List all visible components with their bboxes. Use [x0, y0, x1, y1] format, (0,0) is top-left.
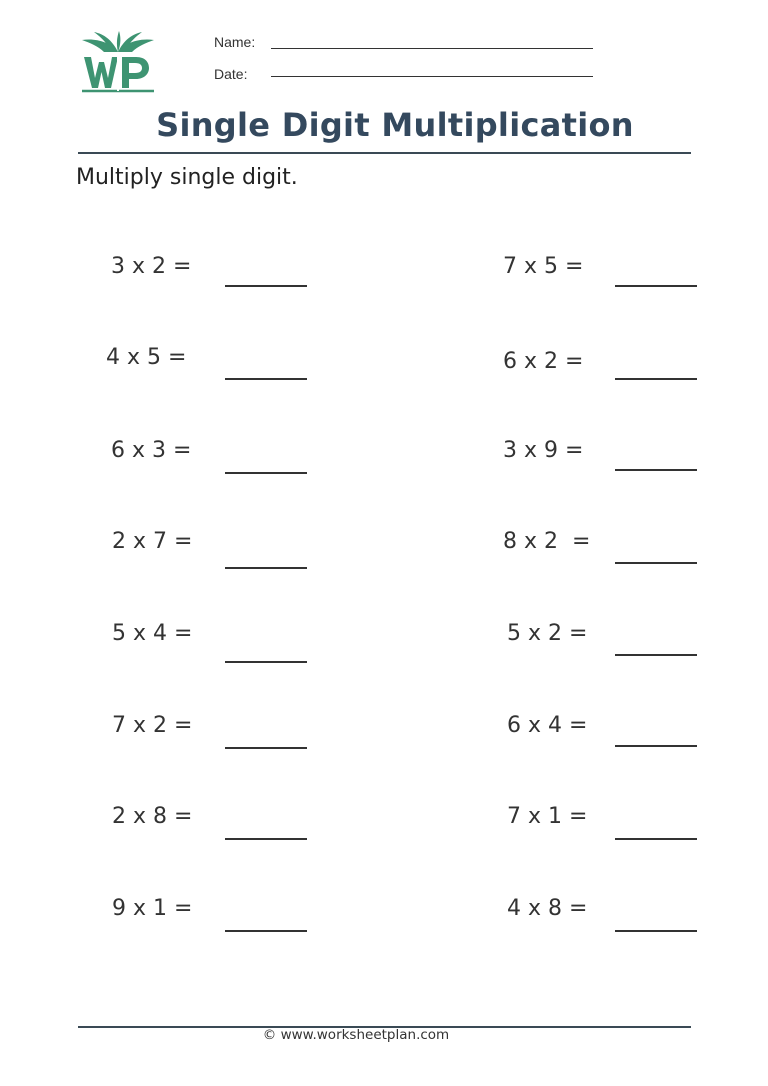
answer-line-right-4[interactable] [615, 562, 697, 564]
answer-line-right-6[interactable] [615, 745, 697, 747]
problem-right-4: 8 x 2 = [503, 529, 591, 554]
problem-left-5: 5 x 4 = [112, 621, 193, 646]
problem-right-7: 7 x 1 = [507, 804, 588, 829]
instructions-text: Multiply single digit. [76, 165, 298, 190]
problem-left-4: 2 x 7 = [112, 529, 193, 554]
answer-line-left-2[interactable] [225, 378, 307, 380]
problem-right-6: 6 x 4 = [507, 713, 588, 738]
answer-line-right-8[interactable] [615, 930, 697, 932]
answer-line-right-3[interactable] [615, 469, 697, 471]
page-title: Single Digit Multiplication [156, 106, 634, 144]
answer-line-left-5[interactable] [225, 661, 307, 663]
answer-line-left-7[interactable] [225, 838, 307, 840]
footer-website: © www.worksheetplan.com [262, 1027, 450, 1043]
date-label: Date: [214, 66, 248, 82]
answer-line-right-1[interactable] [615, 285, 697, 287]
date-line[interactable] [271, 76, 593, 77]
title-divider [78, 152, 691, 154]
problem-left-6: 7 x 2 = [112, 713, 193, 738]
problem-right-2: 6 x 2 = [503, 349, 584, 374]
problem-right-3: 3 x 9 = [503, 438, 584, 463]
problem-left-1: 3 x 2 = [111, 254, 192, 279]
answer-line-left-3[interactable] [225, 472, 307, 474]
answer-line-right-5[interactable] [615, 654, 697, 656]
answer-line-left-8[interactable] [225, 930, 307, 932]
answer-line-left-1[interactable] [225, 285, 307, 287]
problem-left-3: 6 x 3 = [111, 438, 192, 463]
answer-line-right-2[interactable] [615, 378, 697, 380]
name-label: Name: [214, 34, 256, 50]
answer-line-right-7[interactable] [615, 838, 697, 840]
problem-left-8: 9 x 1 = [112, 896, 193, 921]
problem-left-7: 2 x 8 = [112, 804, 193, 829]
answer-line-left-6[interactable] [225, 747, 307, 749]
problem-right-5: 5 x 2 = [507, 621, 588, 646]
answer-line-left-4[interactable] [225, 567, 307, 569]
problem-left-2: 4 x 5 = [106, 345, 187, 370]
problem-right-8: 4 x 8 = [507, 896, 588, 921]
worksheetplan-logo-icon [78, 30, 158, 94]
name-line[interactable] [271, 48, 593, 49]
problem-right-1: 7 x 5 = [503, 254, 584, 279]
